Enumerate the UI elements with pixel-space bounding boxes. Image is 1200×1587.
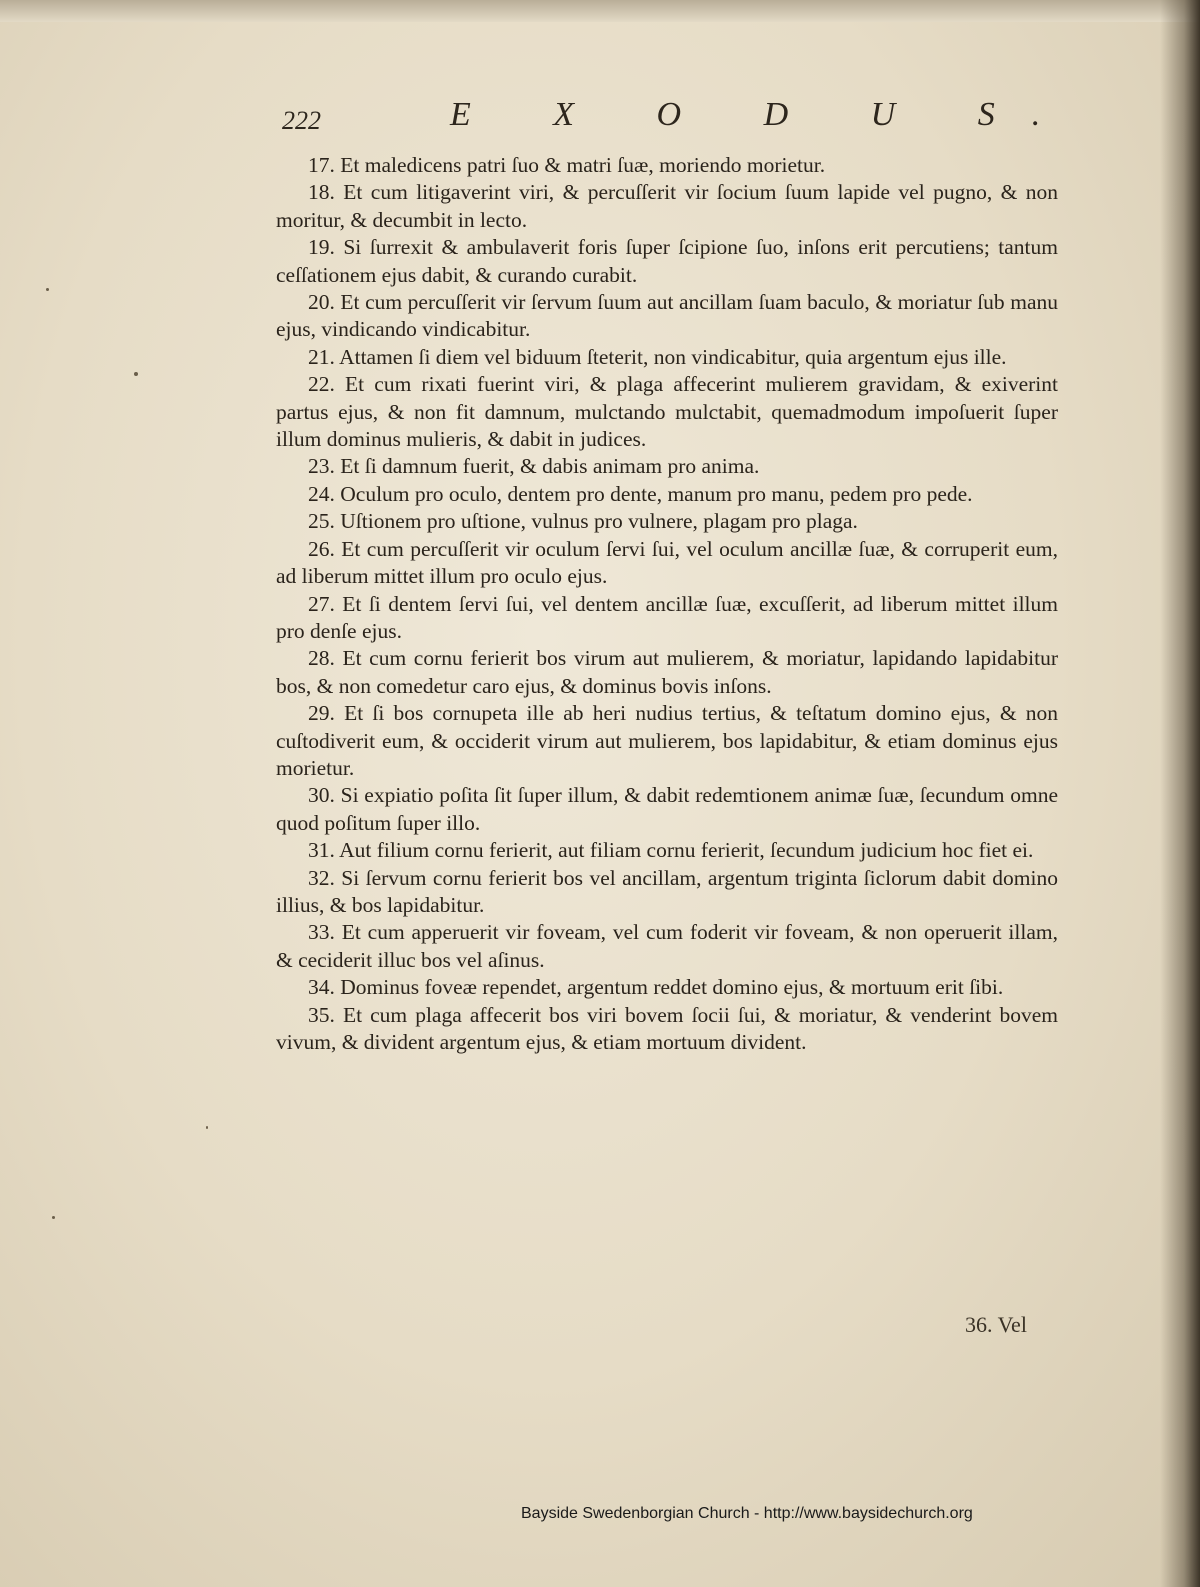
verse-25: 25. Uſtionem pro uſtione, vulnus pro vulnere, plagam pro plaga. xyxy=(308,509,858,534)
paper-speck xyxy=(52,1216,55,1219)
verse-33: 33. Et cum apperuerit vir foveam, vel cum foderit vir foveam, & non operuerit illam, & ceciderit illuc bos vel aſinus. xyxy=(276,920,1058,972)
verse-20: 20. Et cum percuſſerit vir ſervum ſuum aut ancillam ſuam baculo, & moriatur ſub manu ejus, vindicando vindicabitur. xyxy=(276,290,1058,342)
verse-22: 22. Et cum rixati fuerint viri, & plaga affecerint mulierem gravidam, & exiverint partus ejus, & non fit damnum, mulctando mulctabit, quemadmodum impoſuerit ſuper illum dominus mulieris, & dabit in judices. xyxy=(276,372,1058,452)
verse-23: 23. Et ſi damnum fuerit, & dabis animam pro anima. xyxy=(308,454,760,479)
catchword: 36. Vel xyxy=(965,1312,1027,1337)
verse-21: 21. Attamen ſi diem vel biduum ſteterit, non vindicabitur, quia argentum ejus ille. xyxy=(308,344,1007,369)
verse-31: 31. Aut filium cornu ferierit, aut filiam cornu ferierit, ſecundum judicium hoc fiet ei. xyxy=(308,838,1034,863)
page-top-edge xyxy=(0,0,1200,22)
paper-speck xyxy=(46,288,49,291)
verse-32: 32. Si ſervum cornu ferierit bos vel ancillam, argentum triginta ſiclorum dabit domino illius, & bos lapidabitur. xyxy=(276,865,1058,917)
running-head xyxy=(282,96,1078,146)
verse-27: 27. Et ſi dentem ſervi ſui, vel dentem ancillæ ſuæ, excuſſerit, ad liberum mittet illum pro denſe ejus. xyxy=(276,591,1058,643)
paper-speck xyxy=(134,372,138,376)
verse-35: 35. Et cum plaga affecerit bos viri bovem ſocii ſui, & moriatur, & venderint bovem vivum, & divident argentum ejus, & etiam mortuum divident. xyxy=(276,1002,1058,1054)
footer-credit: Bayside Swedenborgian Church - http://www.baysidechurch.org xyxy=(521,1505,973,1522)
verse-17: 17. Et maledicens patri ſuo & matri ſuæ, moriendo morietur. xyxy=(308,153,826,177)
verse-28: 28. Et cum cornu ferierit bos virum aut mulierem, & moriatur, lapidando lapidabitur bos, & non comedetur caro ejus, & dominus bovis inſons. xyxy=(276,646,1058,698)
verse-29: 29. Et ſi bos cornupeta ille ab heri nudius tertius, & teſtatum domino ejus, & non cuſtodiverit eum, & occiderit virum aut mulierem, bos lapidabitur, & etiam dominus ejus morietur. xyxy=(276,701,1058,780)
verse-26: 26. Et cum percuſſerit vir oculum ſervi ſui, vel oculum ancillæ ſuæ, & corruperit eum, ad liberum mittet illum pro oculo ejus. xyxy=(276,536,1058,589)
paper-speck xyxy=(206,1126,208,1129)
book-title: E X O D U S. xyxy=(450,96,1078,133)
verse-18: 18. Et cum litigaverint viri, & percuſſerit vir ſocium ſuum lapide vel pugno, & non moritur, & decumbit in lecto. xyxy=(276,180,1058,232)
verse-34: 34. Dominus foveæ rependet, argentum reddet domino ejus, & mortuum erit ſibi. xyxy=(308,975,1004,1000)
page-binding-shadow xyxy=(1160,0,1200,1587)
verse-30: 30. Si expiatio poſita ſit ſuper illum, & dabit redemtionem animæ ſuæ, ſecundum omne quod poſitum ſuper illo. xyxy=(276,783,1058,835)
verse-24: 24. Oculum pro oculo, dentem pro dente, manum pro manu, pedem pro pede. xyxy=(308,481,973,506)
verse-19: 19. Si ſurrexit & ambulaverit foris ſuper ſcipione ſuo, inſons erit percutiens; tantum ceſſationem ejus dabit, & curando curabit. xyxy=(276,235,1058,287)
verse-text-body xyxy=(276,152,1058,1056)
page-number: 222 xyxy=(282,106,321,135)
